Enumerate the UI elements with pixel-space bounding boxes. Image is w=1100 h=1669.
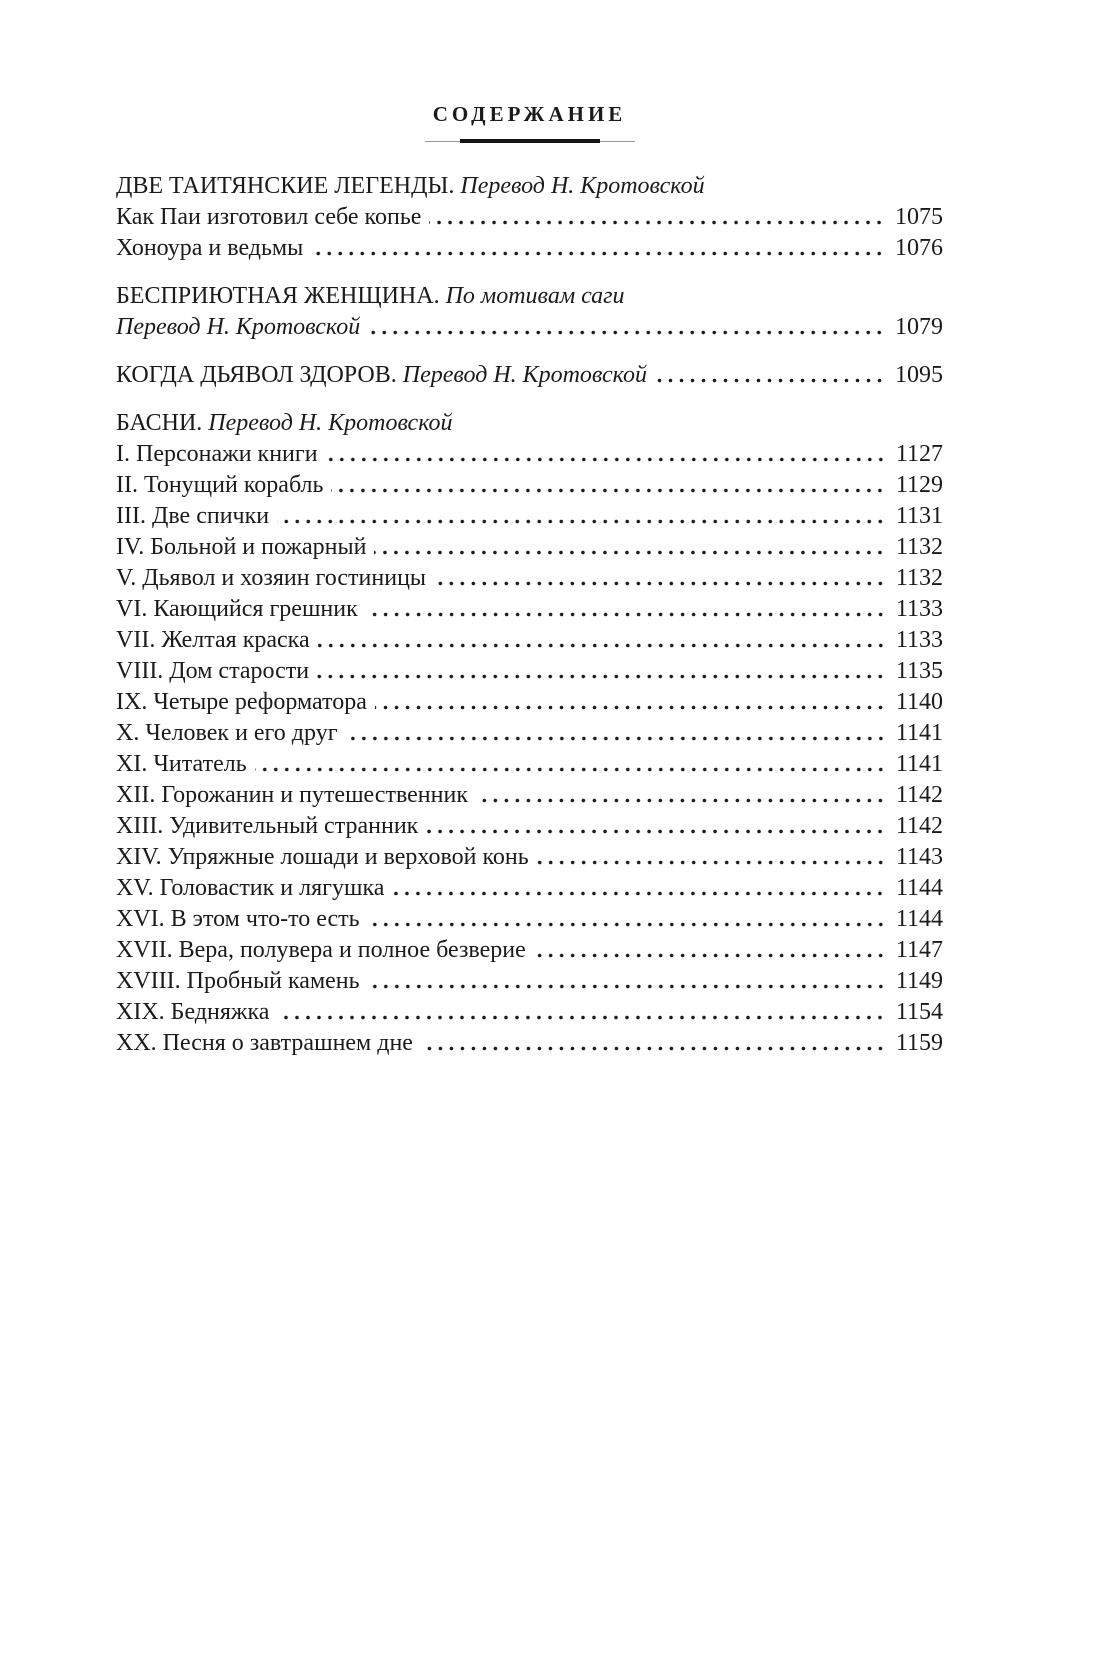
toc-entry [116,625,943,656]
toc-entry-part: VII. Желтая краска [116,627,310,653]
toc-entry-title [116,997,269,1028]
toc-entry-title [116,749,247,780]
toc-entry-title [116,780,468,811]
dot-leader [331,470,885,501]
toc-section-when-the-devil-is-well [116,360,943,391]
dot-leader [255,749,886,780]
toc-entry-page: 1149 [895,968,943,994]
toc-entry-title [116,873,384,904]
toc-entry-part: I. Персонажи книги [116,441,318,467]
toc-entry [116,687,943,718]
toc-entry-title [116,935,526,966]
toc-sections [116,171,943,1059]
toc-entry-title [116,1028,413,1059]
toc-heading-text [116,281,625,312]
toc-entry-page: 1129 [895,472,943,498]
dot-leader [421,1028,886,1059]
toc-entry-page: 1154 [895,999,943,1025]
title-rule-thick-line [460,139,600,143]
dot-leader [368,904,886,935]
dot-leader [368,966,886,997]
dot-leader [655,360,885,391]
toc-entry-page: 1132 [895,565,943,591]
toc-entry-title [116,842,529,873]
toc-heading-part: Перевод Н. Кротовской [460,173,705,199]
toc-entry [116,439,943,470]
toc-entry-title [116,811,418,842]
dot-leader [374,532,885,563]
toc-entry-title [116,202,421,233]
toc-entry-page: 1133 [895,627,943,653]
toc-entry-part: XVIII. Пробный камень [116,968,360,994]
toc-entry [116,780,943,811]
toc-entry-part: X. Человек и его друг [116,720,338,746]
toc-entry-part: V. Дьявол и хозяин гостиницы [116,565,427,591]
toc-entry [116,749,943,780]
toc-entry-page: 1132 [895,534,943,560]
toc-entry-part: XIV. Упряжные лошади и верховой конь [116,844,529,870]
toc-heading [116,281,943,312]
dot-leader [368,312,885,343]
toc-entry-part: Хоноура и ведьмы [116,235,304,261]
toc-entry-page: 1075 [895,204,943,230]
dot-leader [346,718,886,749]
toc-entry [116,1028,943,1059]
toc-entry-title [116,594,358,625]
toc-entry-part: IX. Четыре реформатора [116,689,367,715]
toc-section-two-tahitian-legends [116,171,943,264]
toc-entry [116,966,943,997]
toc-entry-title [116,966,360,997]
toc-entry-title [116,718,338,749]
toc-heading-text [116,360,647,391]
title-block [116,102,943,144]
toc-entry-title [116,501,269,532]
toc-entry [116,563,943,594]
toc-heading-page: 1095 [895,362,943,388]
toc-section-homeless-woman [116,281,943,343]
toc-entry [116,873,943,904]
toc-entry [116,997,943,1028]
toc-entry-part: XIII. Удивительный странник [116,813,419,839]
toc-entry-page: 1141 [895,720,943,746]
dot-leader [326,439,886,470]
toc-heading-part: КОГДА ДЬЯВОЛ ЗДОРОВ. [116,362,403,388]
toc-entry-part: XX. Песня о завтрашнем дне [116,1030,413,1056]
toc-entry [116,202,943,233]
toc-entry [116,904,943,935]
toc-entry-title [116,625,310,656]
toc-heading-part: Перевод Н. Кротовской [402,362,647,388]
page-title: СОДЕРЖАНИЕ [432,102,627,126]
toc-entry-page: 1140 [895,689,943,715]
toc-entry-title [116,233,303,264]
dot-leader [311,233,885,264]
toc-entry-page: 1141 [895,751,943,777]
toc-entry-page: 1079 [895,314,943,340]
toc-entry-title [116,312,360,343]
toc-entry-part: XI. Читатель [116,751,247,777]
toc-entry-part: II. Тонущий корабль [116,472,324,498]
toc-heading-part: Перевод Н. Кротовской [208,410,453,436]
toc-entry-page: 1159 [895,1030,943,1056]
toc-entry [116,811,943,842]
dot-leader [375,687,886,718]
toc-entry [116,594,943,625]
toc-entry-page: 1142 [895,782,943,808]
toc-entry-part: XVII. Вера, полувера и полное безверие [116,937,526,963]
toc-entry-title [116,656,309,687]
dot-leader [476,780,886,811]
toc-entry-page: 1131 [895,503,943,529]
toc-heading [116,360,943,391]
dot-leader [392,873,885,904]
dot-leader [318,625,886,656]
toc-entry-part: XIX. Бедняжка [116,999,270,1025]
toc-heading [116,408,943,439]
toc-section-fables [116,408,943,1059]
dot-leader [429,202,885,233]
toc-entry-part: VI. Кающийся грешник [116,596,358,622]
toc-entry-title [116,687,367,718]
toc-heading-part: ДВЕ ТАИТЯНСКИЕ ЛЕГЕНДЫ. [116,173,461,199]
toc-entry-page: 1143 [895,844,943,870]
toc-entry [116,532,943,563]
toc-entry [116,935,943,966]
toc-entry-page: 1144 [895,875,943,901]
toc-entry-page: 1135 [895,658,943,684]
toc-entry-title [116,904,360,935]
dot-leader [426,811,886,842]
toc-heading-part: БАСНИ. [116,410,209,436]
toc-entry-part: XV. Головастик и лягушка [116,875,385,901]
toc-entry [116,656,943,687]
toc-entry-part: Как Паи изготовил себе копье [116,204,422,230]
toc-entry-page: 1144 [895,906,943,932]
toc-entry [116,312,943,343]
toc-entry-part: XII. Горожанин и путешественник [116,782,468,808]
toc-entry [116,233,943,264]
toc-entry-part: IV. Больной и пожарный [116,534,367,560]
toc-heading-text [116,171,705,202]
toc-entry [116,842,943,873]
toc-entry-page: 1142 [895,813,943,839]
toc-entry-part: Перевод Н. Кротовской [116,314,361,340]
toc-entry-part: VIII. Дом старости [116,658,310,684]
title-rule [425,139,635,144]
dot-leader [277,997,885,1028]
toc-entry [116,470,943,501]
toc-heading-text [116,408,453,439]
dot-leader [277,501,886,532]
toc-heading-part: БЕСПРИЮТНАЯ ЖЕНЩИНА. [116,283,446,309]
toc-entry-title [116,563,426,594]
dot-leader [534,935,886,966]
dot-leader [317,656,886,687]
dot-leader [366,594,886,625]
toc-entry-part: III. Две спички [116,503,270,529]
toc-entry-title [116,439,318,470]
toc-entry-title [116,532,366,563]
toc-heading [116,171,943,202]
toc-entry-title [116,470,323,501]
toc-entry-page: 1127 [895,441,943,467]
toc-entry-page: 1133 [895,596,943,622]
toc-entry [116,501,943,532]
toc-entry-part: XVI. В этом что-то есть [116,906,360,932]
dot-leader [537,842,886,873]
toc-heading-part: По мотивам саги [445,283,625,309]
toc-entry-page: 1147 [895,937,943,963]
dot-leader [434,563,886,594]
toc-entry [116,718,943,749]
toc-entry-page: 1076 [895,235,943,261]
